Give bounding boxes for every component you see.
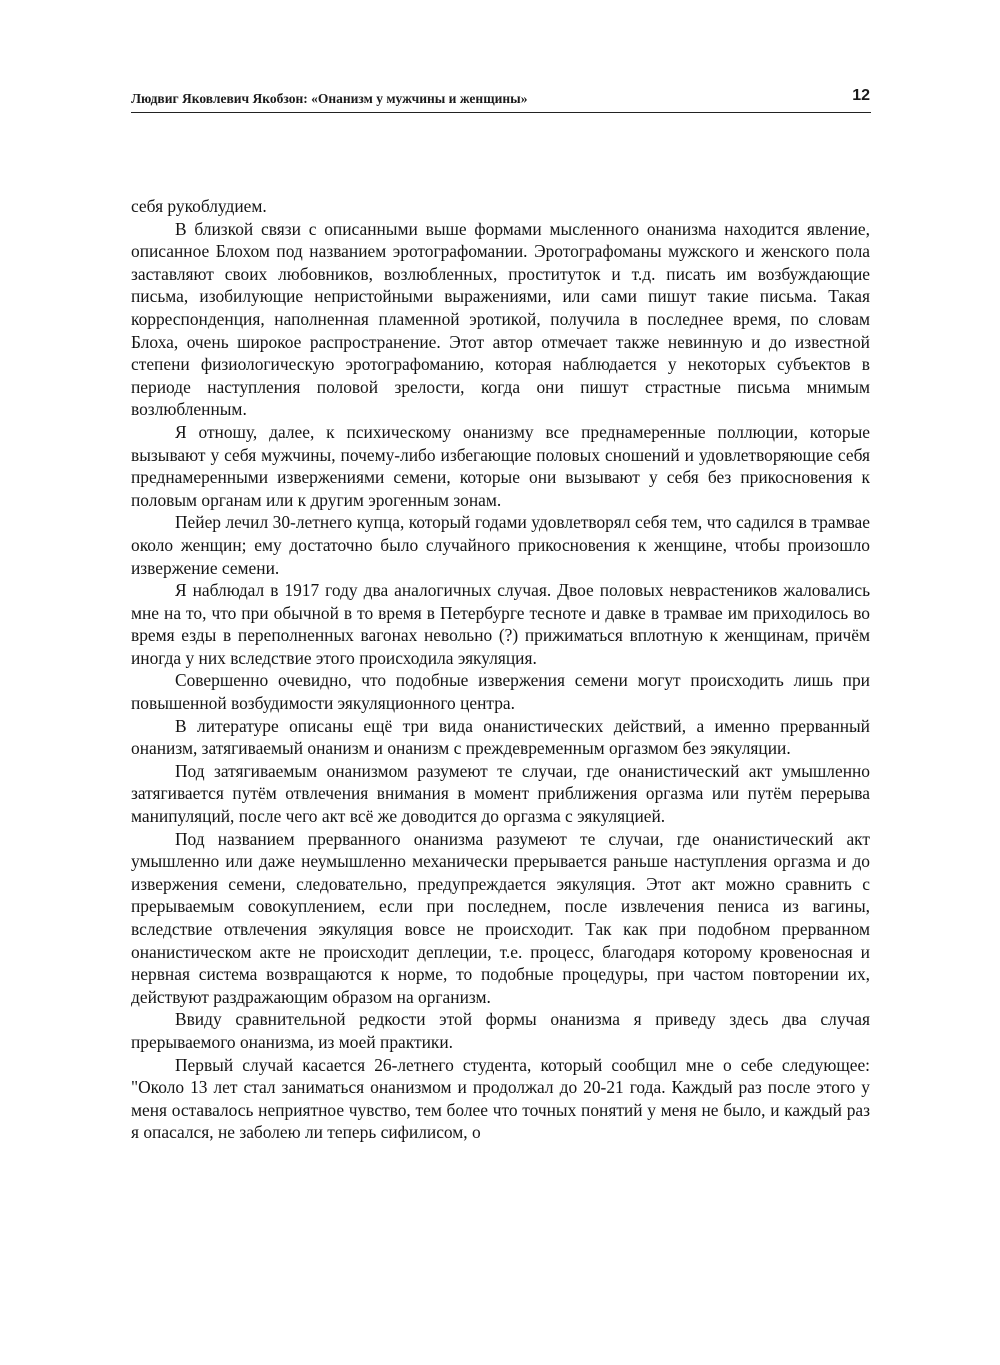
paragraph-1917-cases: Я наблюдал в 1917 году два аналогичных случая. Двое половых неврастеников жаловались мне на то, что при обычной в то время в Петербурге тесноте и давке в трамвае им приходилось во время езды в переполненных вагонах невольно (?) прижиматься вплотную к женщинам, причём иногда у них вследствие этого происходила эякуляция. (131, 580, 870, 668)
header-title: Людвиг Яковлевич Якобзон: «Онанизм у мужчины и женщины» (131, 91, 528, 106)
paragraph-rarity: Ввиду сравнительной редкости этой формы онанизма я приведу здесь два случая прерываемого онанизма, из моей практики. (131, 1009, 870, 1052)
paragraph-continuation: себя рукоблудием. (131, 196, 267, 216)
paragraph-three-types: В литературе описаны ещё три вида онанистических действий, а именно прерванный онанизм, затягиваемый онанизм и онанизм с преждевременным оргазмом без эякуляции. (131, 715, 870, 759)
paragraph-deliberate-pollutions: Я отношу, далее, к психическому онанизму все преднамеренные поллюции, которые вызывают у себя мужчины, почему-либо избегающие половых сношений и удовлетворяющие себя преднамеренными извержениями семени, которые они вызывают у себя без прикосновения к половым органам или к другим эрогенным зонам. (131, 421, 870, 510)
paragraph-interrupted-onanism: Под названием прерванного онанизма разумеют те случаи, где онанистический акт умышленно или даже неумышленно механически прерывается раньше наступления оргазма и до извержения семени, следовательно, предупреждается эякуляция. Этот акт можно сравнить с прерываемым совокуплением, если при последнем, после извлечения пениса из вагины, вследствие отвлечения эякуляция вовсе не происходит. Так как при подобном прерванном онанистическом акте не происходит деплеции, т.е. процесс, благодаря которому кровеносная и нервная система возвращаются к норме, то подобные процедуры, при частом повторении их, действуют раздражающим образом на организм. (131, 828, 870, 1007)
running-header (131, 86, 871, 113)
paragraph-excitability: Совершенно очевидно, что подобные извержения семени могут происходить лишь при повышенной возбудимости эякуляционного центра. (131, 670, 870, 714)
page-number: 12 (852, 87, 870, 104)
paragraph-peyer-case: Пейер лечил 30-летнего купца, который годами удовлетворял себя тем, что садился в трамвае около женщин; ему достаточно было случайного прикосновения к женщине, чтобы произошло извержение семени. (131, 512, 870, 578)
paragraph-erotographomania: В близкой связи с описанными выше формами мысленного онанизма находится явление, описанное Блохом под названием эротографомании. Эротографоманы мужского и женского пола заставляют своих любовников, возлюбленных, проституток и т.д. писать им возбуждающие письма, изобилующие непристойными выражениями, или сами пишут такие письма. Такая корреспонденция, наполненная пламенной эротикой, получила в последнее время, по словам Блоха, очень широкое распространение. Этот автор отмечает также невинную и до известной степени физиологическую эротографоманию, которая наблюдается у некоторых субъектов в периоде наступления половой зрелости, когда они пишут страстные письма мнимым возлюбленным. (131, 218, 870, 420)
body-text (131, 195, 870, 1144)
paragraph-first-case: Первый случай касается 26-летнего студента, который сообщил мне о себе следующее: "Около 13 лет стал заниматься онанизмом и продолжал до 20-21 года. Каждый раз после этого у меня оставалось неприятное чувство, тем более что точных понятий у меня не было, и каждый раз я опасался, не заболею ли теперь сифилисом, о (131, 1054, 870, 1143)
paragraph-delayed-onanism: Под затягиваемым онанизмом разумеют те случаи, где онанистический акт умышленно затягивается путём отвлечения внимания в момент приближения оргазма или путём перерыва манипуляций, после чего акт всё же доводится до оргазма с эякуляцией. (131, 760, 870, 827)
